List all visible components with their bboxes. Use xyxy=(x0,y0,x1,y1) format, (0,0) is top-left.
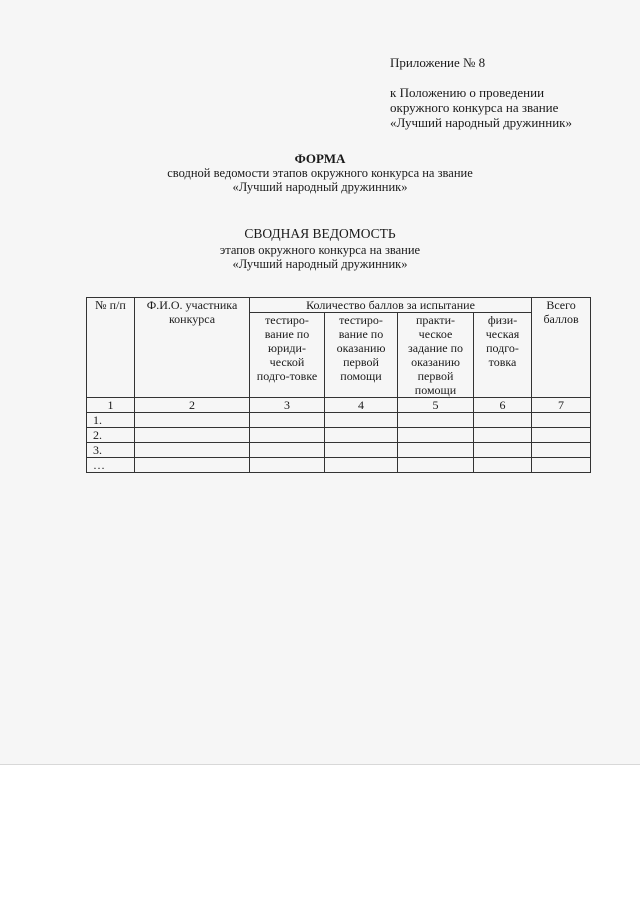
appendix-line: «Лучший народный дружинник» xyxy=(390,115,572,130)
summary-table xyxy=(86,297,591,473)
row-number: 1. xyxy=(87,413,135,428)
table-row xyxy=(87,428,591,443)
table-cell xyxy=(474,428,532,443)
table-cell xyxy=(135,458,250,473)
column-number: 7 xyxy=(532,398,591,413)
statement-subtitle xyxy=(0,243,640,271)
table-cell xyxy=(325,458,398,473)
table-cell xyxy=(250,413,325,428)
header-sub-physical: физи-ческая подго-товка xyxy=(474,313,532,398)
table-cell xyxy=(135,428,250,443)
table-cell xyxy=(474,413,532,428)
table-row xyxy=(87,443,591,458)
header-number: № п/п xyxy=(87,298,135,398)
table-cell xyxy=(532,443,591,458)
header-points-group: Количество баллов за испытание xyxy=(250,298,532,313)
table-cell xyxy=(135,443,250,458)
table-cell xyxy=(135,413,250,428)
table-row xyxy=(87,413,591,428)
appendix-line: окружного конкурса на звание xyxy=(390,100,559,115)
table-cell xyxy=(398,413,474,428)
table-cell xyxy=(532,458,591,473)
table-cell xyxy=(474,443,532,458)
form-subtitle xyxy=(0,166,640,194)
column-number: 1 xyxy=(87,398,135,413)
header-sub-legal-test: тестиро-вание по юриди-ческой подго-товке xyxy=(250,313,325,398)
header-sub-firstaid-test: тестиро-вание по оказанию первой помощи xyxy=(325,313,398,398)
statement-title: СВОДНАЯ ВЕДОМОСТЬ xyxy=(244,226,396,241)
form-subtitle-line: «Лучший народный дружинник» xyxy=(232,180,408,194)
table-cell xyxy=(398,458,474,473)
form-subtitle-line: сводной ведомости этапов окружного конкурса на звание xyxy=(167,166,473,180)
column-number: 3 xyxy=(250,398,325,413)
row-number: … xyxy=(87,458,135,473)
table-cell xyxy=(250,458,325,473)
form-title: ФОРМА xyxy=(294,151,346,166)
statement-subtitle-line: «Лучший народный дружинник» xyxy=(232,257,408,271)
column-number: 4 xyxy=(325,398,398,413)
table-cell xyxy=(325,413,398,428)
header-total: Всего баллов xyxy=(532,298,591,398)
column-number: 2 xyxy=(135,398,250,413)
table-cell xyxy=(250,428,325,443)
table-cell xyxy=(250,443,325,458)
appendix-line: к Положению о проведении xyxy=(390,85,545,100)
table-cell xyxy=(474,458,532,473)
row-number: 2. xyxy=(87,428,135,443)
statement-subtitle-line: этапов окружного конкурса на звание xyxy=(219,243,421,257)
table-cell xyxy=(398,443,474,458)
table-cell xyxy=(325,428,398,443)
table-cell xyxy=(325,443,398,458)
column-number: 5 xyxy=(398,398,474,413)
table-cell xyxy=(532,413,591,428)
header-sub-firstaid-practice: практи-ческое задание по оказанию первой помощи xyxy=(398,313,474,398)
column-number: 6 xyxy=(474,398,532,413)
table-cell xyxy=(532,428,591,443)
table-row xyxy=(87,458,591,473)
appendix-number: Приложение № 8 xyxy=(390,55,486,70)
row-number: 3. xyxy=(87,443,135,458)
table-cell xyxy=(398,428,474,443)
appendix-block xyxy=(390,55,572,130)
header-name: Ф.И.О. участника конкурса xyxy=(135,298,250,398)
